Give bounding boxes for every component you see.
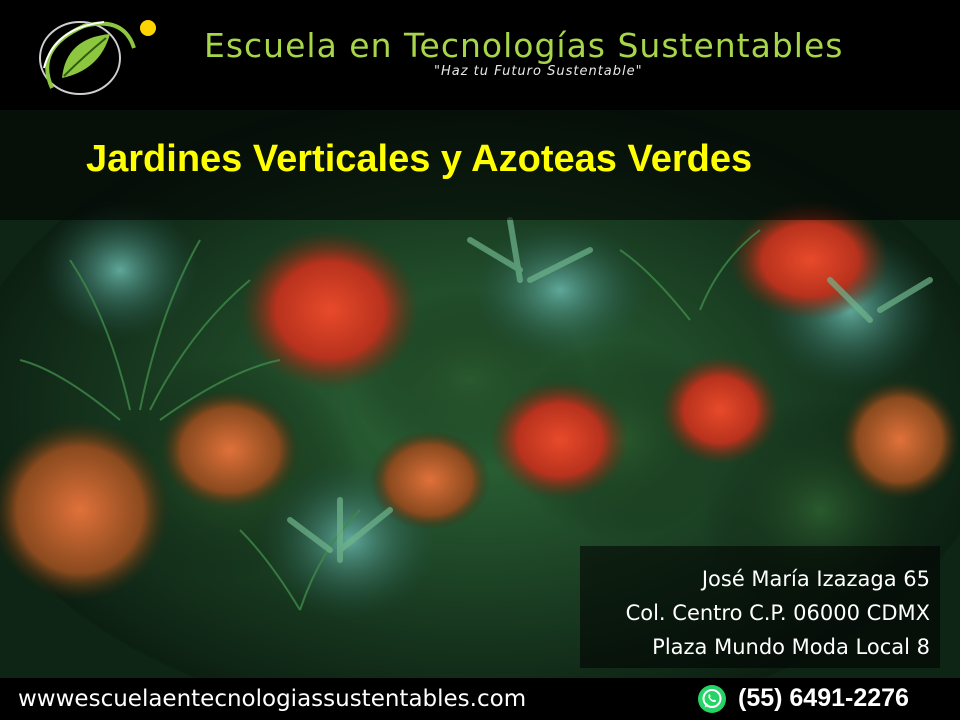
page-title: Jardines Verticales y Azoteas Verdes bbox=[86, 138, 753, 180]
website-link[interactable]: wwwescuelaentecnologiassustentables.com bbox=[18, 686, 527, 712]
address-line-colony: Col. Centro C.P. 06000 CDMX bbox=[625, 601, 930, 625]
address-line-street: José María Izazaga 65 bbox=[701, 567, 930, 591]
phone-number[interactable]: (55) 6491-2276 bbox=[738, 684, 909, 712]
slogan: "Haz tu Futuro Sustentable" bbox=[434, 64, 643, 79]
globe-leaf-logo bbox=[14, 8, 164, 100]
whatsapp-icon bbox=[697, 684, 727, 714]
header bbox=[0, 0, 960, 110]
school-name: Escuela en Tecnologías Sustentables bbox=[204, 26, 844, 65]
address-line-plaza: Plaza Mundo Moda Local 8 bbox=[652, 635, 930, 659]
